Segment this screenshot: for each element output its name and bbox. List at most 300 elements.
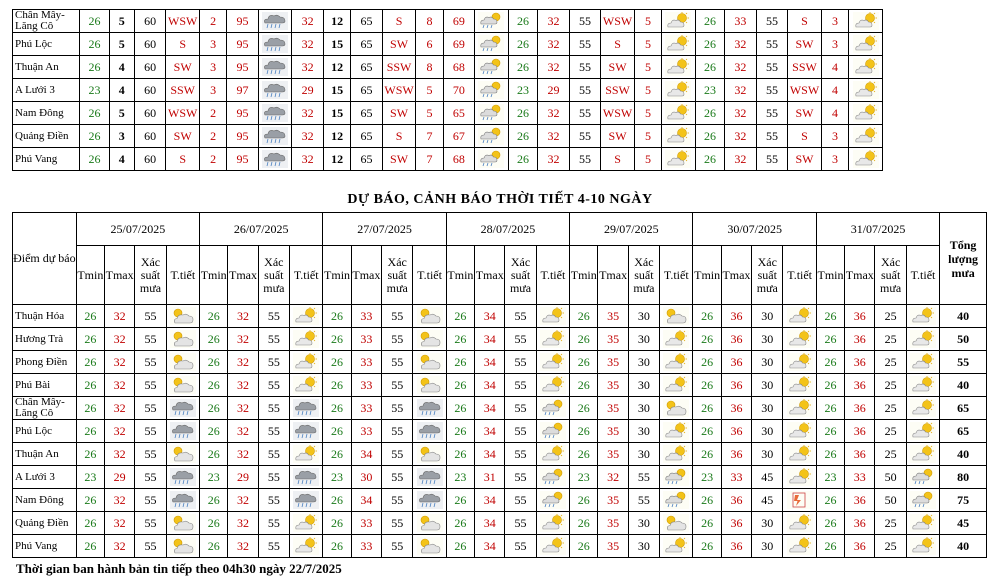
value-cell: 95 [227, 102, 259, 125]
tmin-cell: 26 [693, 328, 721, 351]
tmin-cell: 26 [693, 397, 721, 420]
weather-cell [413, 489, 446, 512]
weather-cell [906, 351, 939, 374]
tmax-cell: 32 [104, 443, 134, 466]
tmax-cell: 29 [104, 466, 134, 489]
cloud-sun-icon [170, 307, 196, 325]
weather-cell [258, 79, 292, 102]
weather-cell [258, 10, 292, 33]
tmin-cell: 26 [76, 328, 104, 351]
value-cell: 32 [292, 56, 324, 79]
sun-rain-icon [540, 422, 566, 440]
rain-probability-cell: 55 [135, 328, 166, 351]
rain-probability-cell: 55 [258, 351, 289, 374]
table-row [13, 466, 987, 489]
value-cell: 32 [538, 10, 570, 33]
station-name: Phong Điền [13, 351, 77, 374]
rain-probability-cell: 55 [382, 535, 413, 558]
tmin-cell: 26 [446, 443, 474, 466]
tmin-cell: 26 [570, 397, 598, 420]
sub-header: Tmin [816, 246, 844, 305]
weather-cell [849, 56, 883, 79]
rain-probability-cell: 30 [628, 420, 659, 443]
value-cell: WSW [166, 10, 200, 33]
sun-cloud-icon [787, 399, 813, 417]
sun-cloud-icon [293, 330, 319, 348]
value-cell: SSW [382, 56, 416, 79]
forecast-4-10-day-table [12, 212, 987, 558]
sub-header: Xác suất mưa [382, 246, 413, 305]
rain-probability-cell: 55 [382, 305, 413, 328]
value-cell: 29 [538, 79, 570, 102]
tmin-cell: 26 [446, 351, 474, 374]
rain-probability-cell: 50 [875, 466, 906, 489]
value-cell: 8 [416, 56, 443, 79]
tmin-cell: 26 [200, 443, 228, 466]
value-cell: 26 [80, 33, 109, 56]
value-cell: S [382, 10, 416, 33]
value-cell: 23 [695, 79, 724, 102]
sub-header: Tmax [475, 246, 505, 305]
rain-probability-cell: 30 [752, 328, 783, 351]
sun-cloud-icon [853, 35, 879, 53]
sub-header: T.tiết [166, 246, 199, 305]
forecast-title: DỰ BÁO, CẢNH BÁO THỜI TIẾT 4-10 NGÀY [347, 192, 653, 207]
rain-cloud-icon [417, 399, 443, 417]
tmin-cell: 26 [570, 328, 598, 351]
tmax-cell: 32 [104, 512, 134, 535]
tmin-cell: 23 [446, 466, 474, 489]
station-name: Quảng Điền [13, 512, 77, 535]
station-name: Thuận Hóa [13, 305, 77, 328]
value-cell: 95 [227, 10, 259, 33]
date-header: 31/07/2025 [816, 213, 939, 246]
sun-cloud-icon [663, 445, 689, 463]
tmin-cell: 26 [816, 305, 844, 328]
weather-cell [536, 512, 569, 535]
weather-cell [413, 420, 446, 443]
rain-cloud-icon [293, 422, 319, 440]
weather-cell [536, 328, 569, 351]
value-cell: 32 [725, 79, 757, 102]
weather-cell [906, 374, 939, 397]
sun-cloud-icon [293, 353, 319, 371]
sub-header: Tmax [598, 246, 628, 305]
sun-cloud-icon [540, 307, 566, 325]
date-header: 26/07/2025 [200, 213, 323, 246]
value-cell: 26 [80, 56, 109, 79]
tmax-cell: 36 [845, 397, 875, 420]
value-cell: SW [382, 148, 416, 171]
rain-probability-cell: 25 [875, 512, 906, 535]
tmax-cell: 32 [228, 535, 258, 558]
station-name: Quảng Điền [13, 125, 80, 148]
table-row [13, 33, 883, 56]
value-cell: 60 [134, 148, 166, 171]
rain-probability-cell: 30 [752, 443, 783, 466]
weather-cell [290, 466, 323, 489]
tmin-cell: 26 [570, 512, 598, 535]
weather-cell [906, 397, 939, 420]
tmin-cell: 26 [816, 489, 844, 512]
value-cell: 26 [695, 10, 724, 33]
tmin-cell: 26 [200, 374, 228, 397]
sun-cloud-icon [293, 376, 319, 394]
value-cell: 5 [109, 33, 134, 56]
sun-cloud-icon [787, 353, 813, 371]
weather-cell [258, 56, 292, 79]
tmin-cell: 23 [200, 466, 228, 489]
weather-cell [413, 374, 446, 397]
rain-cloud-icon [293, 468, 319, 486]
weather-cell [662, 79, 696, 102]
value-cell: 7 [416, 125, 443, 148]
tmin-cell: 26 [200, 535, 228, 558]
value-cell: SW [601, 125, 635, 148]
weather-cell [536, 305, 569, 328]
rain-probability-cell: 55 [382, 443, 413, 466]
weather-cell [783, 305, 816, 328]
rain-probability-cell: 55 [382, 351, 413, 374]
sun-cloud-icon [787, 307, 813, 325]
weather-cell [413, 512, 446, 535]
station-name: Thuận An [13, 443, 77, 466]
value-cell: 15 [323, 79, 350, 102]
weather-cell [166, 535, 199, 558]
value-cell: S [788, 125, 822, 148]
value-cell: 65 [351, 10, 383, 33]
weather-cell [783, 374, 816, 397]
tmax-cell: 35 [598, 397, 628, 420]
value-cell: S [166, 148, 200, 171]
rain-probability-cell: 55 [628, 466, 659, 489]
tmax-cell: 36 [845, 489, 875, 512]
tmax-cell: 33 [351, 328, 381, 351]
cloud-sun-icon [170, 353, 196, 371]
value-cell: 65 [351, 79, 383, 102]
tmin-cell: 26 [200, 397, 228, 420]
tmax-cell: 35 [598, 443, 628, 466]
rain-probability-cell: 55 [628, 489, 659, 512]
weather-cell [849, 102, 883, 125]
weather-cell [413, 443, 446, 466]
value-cell: 55 [756, 56, 788, 79]
date-header: 29/07/2025 [570, 213, 693, 246]
tmin-cell: 26 [323, 535, 351, 558]
next-bulletin-note: Thời gian ban hành bản tin tiếp theo 04h30 ngày 22/7/2025 [16, 561, 342, 576]
sun-cloud-icon [540, 376, 566, 394]
table-row [13, 148, 883, 171]
tmin-cell: 26 [323, 397, 351, 420]
sub-header: Tmax [845, 246, 875, 305]
tmax-cell: 35 [598, 512, 628, 535]
value-cell: 32 [292, 33, 324, 56]
value-cell: SSW [601, 79, 635, 102]
sun-rain-icon [910, 491, 936, 509]
weather-cell [783, 535, 816, 558]
value-cell: 65 [351, 33, 383, 56]
tmin-cell: 26 [446, 489, 474, 512]
rain-probability-cell: 30 [628, 535, 659, 558]
tmin-cell: 26 [200, 351, 228, 374]
value-cell: SW [788, 33, 822, 56]
weather-cell [906, 420, 939, 443]
weather-cell [290, 305, 323, 328]
tmin-cell: 26 [446, 420, 474, 443]
value-cell: 68 [443, 148, 475, 171]
value-cell: 26 [695, 125, 724, 148]
tmin-cell: 26 [570, 535, 598, 558]
weather-cell [662, 56, 696, 79]
weather-cell [166, 512, 199, 535]
value-cell: 32 [725, 148, 757, 171]
rain-probability-cell: 55 [258, 466, 289, 489]
station-name: Phú Lộc [13, 420, 77, 443]
weather-cell [660, 374, 693, 397]
value-cell: 2 [199, 102, 226, 125]
weather-cell [290, 512, 323, 535]
sun-cloud-icon [293, 445, 319, 463]
value-cell: 5 [634, 125, 661, 148]
value-cell: 60 [134, 10, 166, 33]
station-name: Nam Đông [13, 489, 77, 512]
weather-cell [849, 10, 883, 33]
value-cell: 32 [538, 148, 570, 171]
tmin-cell: 26 [816, 535, 844, 558]
value-cell: 8 [416, 10, 443, 33]
sun-cloud-icon [910, 307, 936, 325]
rain-cloud-icon [262, 81, 288, 99]
tmin-cell: 26 [323, 420, 351, 443]
tmax-cell: 36 [845, 328, 875, 351]
sun-cloud-icon [910, 376, 936, 394]
weather-cell [166, 397, 199, 420]
station-name: Chân Mây-Lăng Cô [13, 10, 80, 33]
weather-cell [660, 512, 693, 535]
rain-probability-cell: 25 [875, 397, 906, 420]
sub-header: Xác suất mưa [752, 246, 783, 305]
tmax-cell: 36 [845, 420, 875, 443]
tmin-cell: 26 [76, 397, 104, 420]
rain-probability-cell: 55 [258, 512, 289, 535]
rain-probability-cell: 50 [875, 489, 906, 512]
sub-header: Tmin [570, 246, 598, 305]
sun-rain-icon [478, 35, 504, 53]
value-cell: 69 [443, 33, 475, 56]
tmin-cell: 26 [816, 351, 844, 374]
sun-cloud-icon [665, 150, 691, 168]
rain-probability-cell: 55 [135, 374, 166, 397]
rain-probability-cell: 55 [505, 305, 536, 328]
tmin-cell: 26 [200, 420, 228, 443]
tmax-cell: 33 [721, 466, 751, 489]
tmin-cell: 26 [693, 351, 721, 374]
weather-cell [166, 489, 199, 512]
tmax-cell: 32 [228, 420, 258, 443]
value-cell: 29 [292, 79, 324, 102]
sun-rain-icon [478, 104, 504, 122]
tmin-cell: 26 [76, 443, 104, 466]
sun-rain-icon [540, 399, 566, 417]
value-cell: 55 [756, 79, 788, 102]
rain-probability-cell: 30 [752, 305, 783, 328]
weather-cell [258, 102, 292, 125]
weather-cell [290, 443, 323, 466]
table-row [13, 443, 987, 466]
total-rain-cell: 45 [940, 512, 987, 535]
tmin-cell: 26 [570, 374, 598, 397]
cloud-sun-icon [663, 307, 689, 325]
weather-cell [660, 489, 693, 512]
tmin-cell: 26 [816, 374, 844, 397]
weather-cell [906, 535, 939, 558]
rain-probability-cell: 55 [382, 512, 413, 535]
tmin-cell: 23 [570, 466, 598, 489]
value-cell: 5 [634, 33, 661, 56]
rain-probability-cell: 25 [875, 420, 906, 443]
rain-probability-cell: 55 [382, 397, 413, 420]
sub-header: T.tiết [783, 246, 816, 305]
value-cell: 5 [634, 102, 661, 125]
tmax-cell: 36 [721, 443, 751, 466]
weather-cell [536, 420, 569, 443]
sub-header: Tmax [228, 246, 258, 305]
rain-probability-cell: 55 [135, 397, 166, 420]
rain-probability-cell: 25 [875, 305, 906, 328]
value-cell: 60 [134, 102, 166, 125]
current-forecast-table [12, 9, 883, 171]
sun-cloud-icon [910, 399, 936, 417]
rain-probability-cell: 55 [382, 328, 413, 351]
tmin-cell: 23 [76, 466, 104, 489]
value-cell: 12 [323, 125, 350, 148]
value-cell: 4 [109, 56, 134, 79]
station-name: Hương Trà [13, 328, 77, 351]
table-row [13, 351, 987, 374]
table-row [13, 535, 987, 558]
rain-probability-cell: 55 [505, 535, 536, 558]
tmax-cell: 34 [351, 443, 381, 466]
tmax-cell: 32 [228, 512, 258, 535]
tmax-cell: 32 [104, 374, 134, 397]
tmax-cell: 36 [721, 305, 751, 328]
tmin-cell: 26 [570, 420, 598, 443]
value-cell: 55 [569, 148, 601, 171]
weather-cell [783, 328, 816, 351]
value-cell: 4 [109, 79, 134, 102]
rain-cloud-icon [262, 104, 288, 122]
station-name: Thuận An [13, 56, 80, 79]
rain-cloud-icon [417, 491, 443, 509]
sun-cloud-icon [293, 537, 319, 555]
weather-cell [662, 125, 696, 148]
total-rain-cell: 65 [940, 397, 987, 420]
value-cell: S [166, 33, 200, 56]
table-row [13, 125, 883, 148]
value-cell: 55 [569, 33, 601, 56]
table-row [13, 512, 987, 535]
station-name: Phú Vang [13, 535, 77, 558]
rain-probability-cell: 55 [135, 305, 166, 328]
rain-probability-cell: 30 [628, 397, 659, 420]
value-cell: 32 [538, 125, 570, 148]
tmin-cell: 26 [693, 374, 721, 397]
tmax-cell: 36 [845, 512, 875, 535]
value-cell: 65 [443, 102, 475, 125]
sub-header: Tmin [200, 246, 228, 305]
station-name: Phú Lộc [13, 33, 80, 56]
sun-rain-icon [478, 81, 504, 99]
total-rain-header: Tổng lượng mưa [940, 213, 987, 305]
tmin-cell: 26 [693, 420, 721, 443]
cloud-sun-icon [170, 514, 196, 532]
table-row [13, 56, 883, 79]
rain-probability-cell: 55 [505, 397, 536, 420]
tmin-cell: 26 [570, 305, 598, 328]
value-cell: 55 [756, 33, 788, 56]
rain-probability-cell: 55 [135, 443, 166, 466]
value-cell: 65 [351, 102, 383, 125]
value-cell: 26 [80, 148, 109, 171]
sun-cloud-icon [540, 330, 566, 348]
tmax-cell: 33 [351, 535, 381, 558]
value-cell: WSW [788, 79, 822, 102]
sun-cloud-icon [910, 514, 936, 532]
station-name: Nam Đông [13, 102, 80, 125]
value-cell: 32 [292, 125, 324, 148]
tmax-cell: 32 [104, 489, 134, 512]
rain-cloud-icon [170, 468, 196, 486]
value-cell: 26 [508, 10, 537, 33]
value-cell: 6 [416, 33, 443, 56]
sun-cloud-icon [787, 537, 813, 555]
weather-cell [290, 397, 323, 420]
value-cell: 4 [821, 102, 848, 125]
date-header: 28/07/2025 [446, 213, 569, 246]
tmin-cell: 26 [446, 374, 474, 397]
value-cell: 3 [821, 148, 848, 171]
sun-cloud-icon [853, 150, 879, 168]
cloud-sun-icon [663, 514, 689, 532]
value-cell: 23 [508, 79, 537, 102]
sun-cloud-icon [787, 468, 813, 486]
value-cell: 32 [538, 102, 570, 125]
date-header: 27/07/2025 [323, 213, 446, 246]
rain-cloud-icon [293, 491, 319, 509]
tmax-cell: 33 [351, 512, 381, 535]
weather-cell [906, 328, 939, 351]
weather-cell [662, 102, 696, 125]
tmax-cell: 32 [228, 374, 258, 397]
station-name: A Lưới 3 [13, 79, 80, 102]
rain-probability-cell: 55 [505, 374, 536, 397]
value-cell: 55 [569, 125, 601, 148]
value-cell: S [601, 33, 635, 56]
rain-probability-cell: 25 [875, 328, 906, 351]
sun-cloud-icon [787, 376, 813, 394]
value-cell: 26 [508, 56, 537, 79]
rain-probability-cell: 25 [875, 443, 906, 466]
weather-cell [413, 535, 446, 558]
weather-cell [783, 420, 816, 443]
rain-probability-cell: 55 [258, 535, 289, 558]
table-row [13, 397, 987, 420]
tmin-cell: 26 [570, 351, 598, 374]
sun-rain-icon [478, 127, 504, 145]
tmax-cell: 32 [228, 489, 258, 512]
tmax-cell: 35 [598, 328, 628, 351]
rain-probability-cell: 55 [505, 351, 536, 374]
